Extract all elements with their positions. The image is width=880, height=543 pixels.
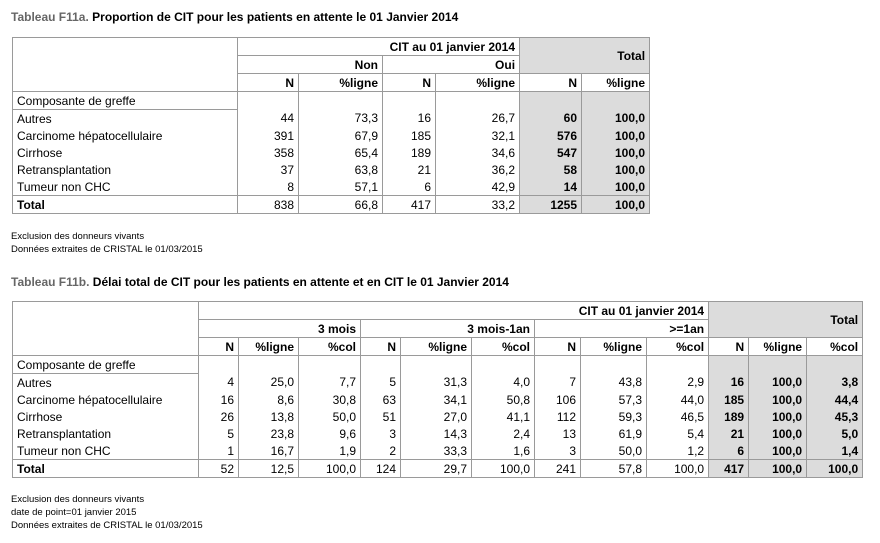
table-b-subheader-3mois-1an: 3 mois-1an [361, 320, 535, 338]
table-b-subheader-3mois: 3 mois [199, 320, 361, 338]
table-b-cell: 2 [361, 442, 401, 460]
table-b-cell: 1,4 [807, 442, 863, 460]
table-b-cell: 5 [199, 425, 239, 442]
table-b-cell: 13 [535, 425, 581, 442]
table-b-cell: 57,8 [581, 460, 647, 478]
table-b-title-prefix: Tableau F11b. [11, 275, 90, 289]
table-a-cell: 60 [520, 110, 582, 128]
table-b-cell: 3,8 [807, 374, 863, 392]
table-a-section-label: Composante de greffe [13, 92, 238, 110]
table-a-cell: 16 [383, 110, 436, 128]
table-b-cell: 4,0 [472, 374, 535, 392]
table-b-col-header: N [535, 338, 581, 356]
table-b-cell: 25,0 [239, 374, 299, 392]
table-b-cell: 1,6 [472, 442, 535, 460]
table-b-title-text: Délai total de CIT pour les patients en attente et en CIT le 01 Janvier 2014 [89, 275, 509, 289]
table-b-cell: 52 [199, 460, 239, 478]
table-a-cell: 44 [238, 110, 299, 128]
table-b-cell: 106 [535, 391, 581, 408]
table-b-cell: 16 [709, 374, 749, 392]
table-b-row [13, 408, 863, 425]
table-b-row-label: Autres [13, 374, 199, 392]
table-a-cell: 57,1 [299, 178, 383, 196]
table-a-cell: 100,0 [582, 161, 650, 178]
table-b-cell: 100,0 [472, 460, 535, 478]
table-b-col-header: %ligne [401, 338, 472, 356]
table-a-cell: 417 [383, 196, 436, 214]
table-a-group-header: CIT au 01 janvier 2014 [238, 38, 520, 56]
table-a-cell: 34,6 [436, 144, 520, 161]
table-b-cell: 124 [361, 460, 401, 478]
table-a-cell: 100,0 [582, 144, 650, 161]
table-b-cell: 241 [535, 460, 581, 478]
table-a-cell: 6 [383, 178, 436, 196]
table-a-note: Exclusion des donneurs vivants [11, 231, 145, 242]
table-b-cell: 44,4 [807, 391, 863, 408]
table-b-cell: 23,8 [239, 425, 299, 442]
table-b-col-header: %col [299, 338, 361, 356]
table-a-row-label: Total [13, 196, 238, 214]
table-b-row [13, 425, 863, 442]
table-a-row-label: Autres [13, 110, 238, 128]
table-b-cell: 59,3 [581, 408, 647, 425]
table-b-cell: 50,0 [581, 442, 647, 460]
table-b-col-header: %ligne [239, 338, 299, 356]
table-b-subheader-1an: >=1an [535, 320, 709, 338]
table-b-cell: 34,1 [401, 391, 472, 408]
table-b-cell: 46,5 [647, 408, 709, 425]
table-a-cell: 32,1 [436, 127, 520, 144]
table-a-subheader-non: Non [238, 56, 383, 74]
table-b-cell: 100,0 [647, 460, 709, 478]
table-a-cell: 67,9 [299, 127, 383, 144]
table-a-cell: 100,0 [582, 110, 650, 128]
table-b-cell: 4 [199, 374, 239, 392]
table-a-cell: 65,4 [299, 144, 383, 161]
table-a-cell: 73,3 [299, 110, 383, 128]
table-a [12, 37, 650, 214]
table-b-cell: 1 [199, 442, 239, 460]
table-b-cell: 43,8 [581, 374, 647, 392]
table-a-row-label: Carcinome hépatocellulaire [13, 127, 238, 144]
table-a-cell: 185 [383, 127, 436, 144]
table-a-row [13, 127, 650, 144]
table-b-cell: 1,2 [647, 442, 709, 460]
table-a-cell: 838 [238, 196, 299, 214]
table-a-row-label: Tumeur non CHC [13, 178, 238, 196]
table-a-cell: 36,2 [436, 161, 520, 178]
table-b-title [11, 275, 509, 289]
table-a-cell: 100,0 [582, 127, 650, 144]
table-a-corner [13, 38, 238, 92]
table-b-cell: 3 [535, 442, 581, 460]
table-b-cell: 100,0 [749, 391, 807, 408]
table-b-cell: 51 [361, 408, 401, 425]
table-b-cell: 7,7 [299, 374, 361, 392]
table-b-row-label: Retransplantation [13, 425, 199, 442]
table-b-cell: 189 [709, 408, 749, 425]
table-b-cell: 50,8 [472, 391, 535, 408]
table-a-cell: 8 [238, 178, 299, 196]
table-b-row-label: Tumeur non CHC [13, 442, 199, 460]
table-b-cell: 61,9 [581, 425, 647, 442]
table-a-title [11, 10, 458, 24]
table-b-cell: 33,3 [401, 442, 472, 460]
table-a-cell: 14 [520, 178, 582, 196]
table-b-cell: 29,7 [401, 460, 472, 478]
table-a-cell: 42,9 [436, 178, 520, 196]
table-b-row [13, 374, 863, 392]
table-b-note: date de point=01 janvier 2015 [11, 507, 137, 518]
table-a-cell: 26,7 [436, 110, 520, 128]
table-b-cell: 100,0 [749, 442, 807, 460]
table-b-note: Exclusion des donneurs vivants [11, 494, 145, 505]
table-b-cell: 100,0 [749, 425, 807, 442]
table-b-cell: 100,0 [807, 460, 863, 478]
table-b-cell: 57,3 [581, 391, 647, 408]
table-a-cell: 37 [238, 161, 299, 178]
table-a-row [13, 110, 650, 128]
table-b-cell: 13,8 [239, 408, 299, 425]
table-a-cell: 547 [520, 144, 582, 161]
table-b-cell: 5 [361, 374, 401, 392]
table-b-cell: 45,3 [807, 408, 863, 425]
table-b-cell: 100,0 [749, 408, 807, 425]
table-a-cell: 1255 [520, 196, 582, 214]
table-a-col-header: %ligne [436, 74, 520, 92]
table-b-col-header: N [709, 338, 749, 356]
table-a-row-label: Cirrhose [13, 144, 238, 161]
table-b-cell: 30,8 [299, 391, 361, 408]
table-a-notes [11, 230, 203, 256]
table-b-col-header: %col [647, 338, 709, 356]
table-b-cell: 6 [709, 442, 749, 460]
table-a-cell: 100,0 [582, 178, 650, 196]
table-a-cell: 391 [238, 127, 299, 144]
table-b-col-header: %col [472, 338, 535, 356]
table-a-col-header: %ligne [299, 74, 383, 92]
table-b-cell: 21 [709, 425, 749, 442]
table-b-row-label: Carcinome hépatocellulaire [13, 391, 199, 408]
table-b-cell: 8,6 [239, 391, 299, 408]
table-b-col-header: %ligne [581, 338, 647, 356]
table-b-total-row [13, 460, 863, 478]
table-a-row [13, 144, 650, 161]
table-a-cell: 21 [383, 161, 436, 178]
table-b-cell: 50,0 [299, 408, 361, 425]
table-a-col-header: N [383, 74, 436, 92]
table-b-cell: 44,0 [647, 391, 709, 408]
table-a-total-row [13, 196, 650, 214]
table-b-row-label: Total [13, 460, 199, 478]
table-b-cell: 1,9 [299, 442, 361, 460]
table-b-note: Données extraites de CRISTAL le 01/03/2015 [11, 520, 203, 531]
table-a-row-label: Retransplantation [13, 161, 238, 178]
table-a-total-header: Total [520, 38, 650, 74]
table-b-cell: 31,3 [401, 374, 472, 392]
table-a-cell: 576 [520, 127, 582, 144]
table-a-col-header: N [238, 74, 299, 92]
table-a-col-header: N [520, 74, 582, 92]
table-a-cell: 33,2 [436, 196, 520, 214]
table-b-cell: 2,9 [647, 374, 709, 392]
table-b-row-label: Cirrhose [13, 408, 199, 425]
table-b-col-header: N [199, 338, 239, 356]
table-b-row [13, 391, 863, 408]
table-a-cell: 66,8 [299, 196, 383, 214]
table-a-note: Données extraites de CRISTAL le 01/03/2015 [11, 244, 203, 255]
table-b-cell: 26 [199, 408, 239, 425]
table-b-cell: 27,0 [401, 408, 472, 425]
table-b-cell: 9,6 [299, 425, 361, 442]
table-b-cell: 63 [361, 391, 401, 408]
table-b-cell: 185 [709, 391, 749, 408]
table-b-corner [13, 302, 199, 356]
table-b-cell: 16,7 [239, 442, 299, 460]
table-b-cell: 12,5 [239, 460, 299, 478]
table-b-col-header: %ligne [749, 338, 807, 356]
table-b-cell: 16 [199, 391, 239, 408]
table-b-group-header: CIT au 01 janvier 2014 [199, 302, 709, 320]
table-b-cell: 100,0 [299, 460, 361, 478]
table-b-cell: 3 [361, 425, 401, 442]
table-b-cell: 41,1 [472, 408, 535, 425]
table-b-cell: 5,0 [807, 425, 863, 442]
table-a-row [13, 161, 650, 178]
table-a-cell: 358 [238, 144, 299, 161]
table-b-cell: 112 [535, 408, 581, 425]
table-a-title-prefix: Tableau F11a. [11, 10, 89, 24]
table-b [12, 301, 863, 478]
table-a-title-text: Proportion de CIT pour les patients en attente le 01 Janvier 2014 [88, 10, 459, 24]
table-a-cell: 189 [383, 144, 436, 161]
table-b-cell: 7 [535, 374, 581, 392]
table-a-cell: 100,0 [582, 196, 650, 214]
table-a-cell: 63,8 [299, 161, 383, 178]
table-a-row [13, 178, 650, 196]
table-a-col-header: %ligne [582, 74, 650, 92]
table-b-cell: 5,4 [647, 425, 709, 442]
table-b-cell: 2,4 [472, 425, 535, 442]
table-a-cell: 58 [520, 161, 582, 178]
table-b-cell: 100,0 [749, 460, 807, 478]
table-b-cell: 417 [709, 460, 749, 478]
table-b-row [13, 442, 863, 460]
table-b-cell: 100,0 [749, 374, 807, 392]
table-b-total-header: Total [709, 302, 863, 338]
table-b-col-header: %col [807, 338, 863, 356]
table-b-col-header: N [361, 338, 401, 356]
table-a-subheader-oui: Oui [383, 56, 520, 74]
table-b-notes [11, 493, 203, 532]
table-b-section-label: Composante de greffe [13, 356, 199, 374]
table-b-cell: 14,3 [401, 425, 472, 442]
